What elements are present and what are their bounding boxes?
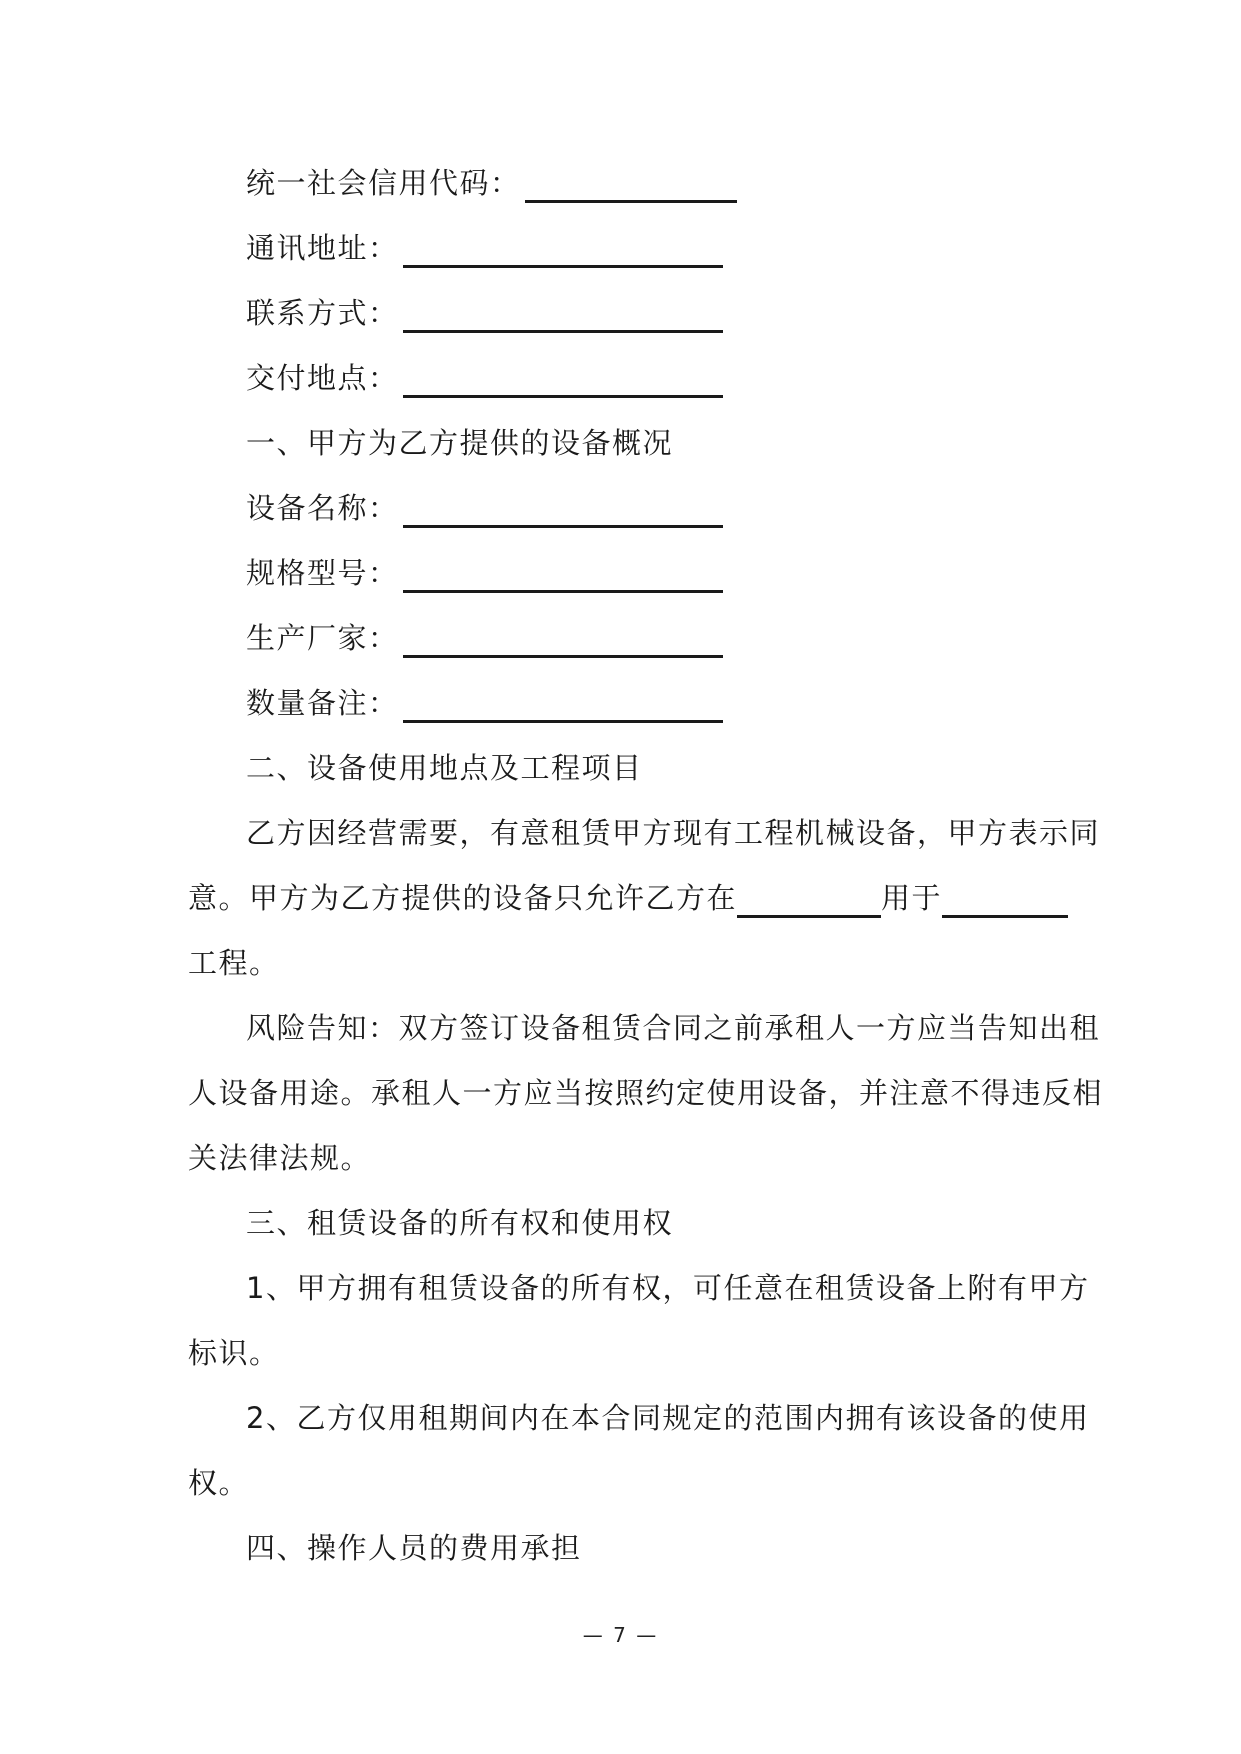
fill-blank	[737, 887, 881, 918]
paragraph-line: 风险告知：双方签订设备租赁合同之前承租人一方应当告知出租	[246, 1011, 1101, 1045]
paragraph-text: 用于	[881, 881, 943, 915]
section-heading: 四、操作人员的费用承担	[246, 1531, 582, 1565]
field-label: 交付地点：	[246, 361, 399, 395]
section-heading: 二、设备使用地点及工程项目	[246, 751, 643, 785]
fill-blank	[403, 302, 723, 333]
field-label: 生产厂家：	[246, 621, 399, 655]
page-number: — 7 —	[582, 1623, 659, 1647]
section-heading: 三、租赁设备的所有权和使用权	[246, 1206, 674, 1240]
fill-blank	[403, 237, 723, 268]
paragraph-line: 1、甲方拥有租赁设备的所有权，可任意在租赁设备上附有甲方	[246, 1271, 1090, 1305]
field-model	[246, 553, 723, 593]
paragraph-line: 人设备用途。承租人一方应当按照约定使用设备，并注意不得违反相	[188, 1076, 1104, 1110]
field-contact	[246, 293, 723, 333]
field-equipment-name	[246, 488, 723, 528]
section-heading: 一、甲方为乙方提供的设备概况	[246, 426, 674, 460]
paragraph-text: 意。甲方为乙方提供的设备只允许乙方在	[188, 881, 738, 915]
field-address	[246, 228, 723, 268]
paragraph-line: 关法律法规。	[188, 1141, 372, 1175]
fill-blank	[403, 497, 723, 528]
field-manufacturer	[246, 618, 723, 658]
field-label: 通讯地址：	[246, 231, 399, 265]
field-label: 统一社会信用代码：	[246, 166, 521, 200]
field-label: 数量备注：	[246, 686, 399, 720]
fill-blank	[403, 692, 723, 723]
paragraph-line: 标识。	[188, 1336, 280, 1370]
paragraph-line: 2、乙方仅用租期间内在本合同规定的范围内拥有该设备的使用	[246, 1401, 1090, 1435]
paragraph-line	[188, 878, 1068, 918]
field-delivery-location	[246, 358, 723, 398]
paragraph-line: 工程。	[188, 946, 280, 980]
field-credit-code	[246, 163, 737, 203]
fill-blank	[403, 627, 723, 658]
fill-blank	[942, 887, 1068, 918]
fill-blank	[403, 562, 723, 593]
field-label: 联系方式：	[246, 296, 399, 330]
fill-blank	[525, 172, 737, 203]
fill-blank	[403, 367, 723, 398]
paragraph-line: 权。	[188, 1466, 250, 1500]
field-label: 规格型号：	[246, 556, 399, 590]
field-quantity-notes	[246, 683, 723, 723]
paragraph-line: 乙方因经营需要，有意租赁甲方现有工程机械设备，甲方表示同	[246, 816, 1101, 850]
field-label: 设备名称：	[246, 491, 399, 525]
